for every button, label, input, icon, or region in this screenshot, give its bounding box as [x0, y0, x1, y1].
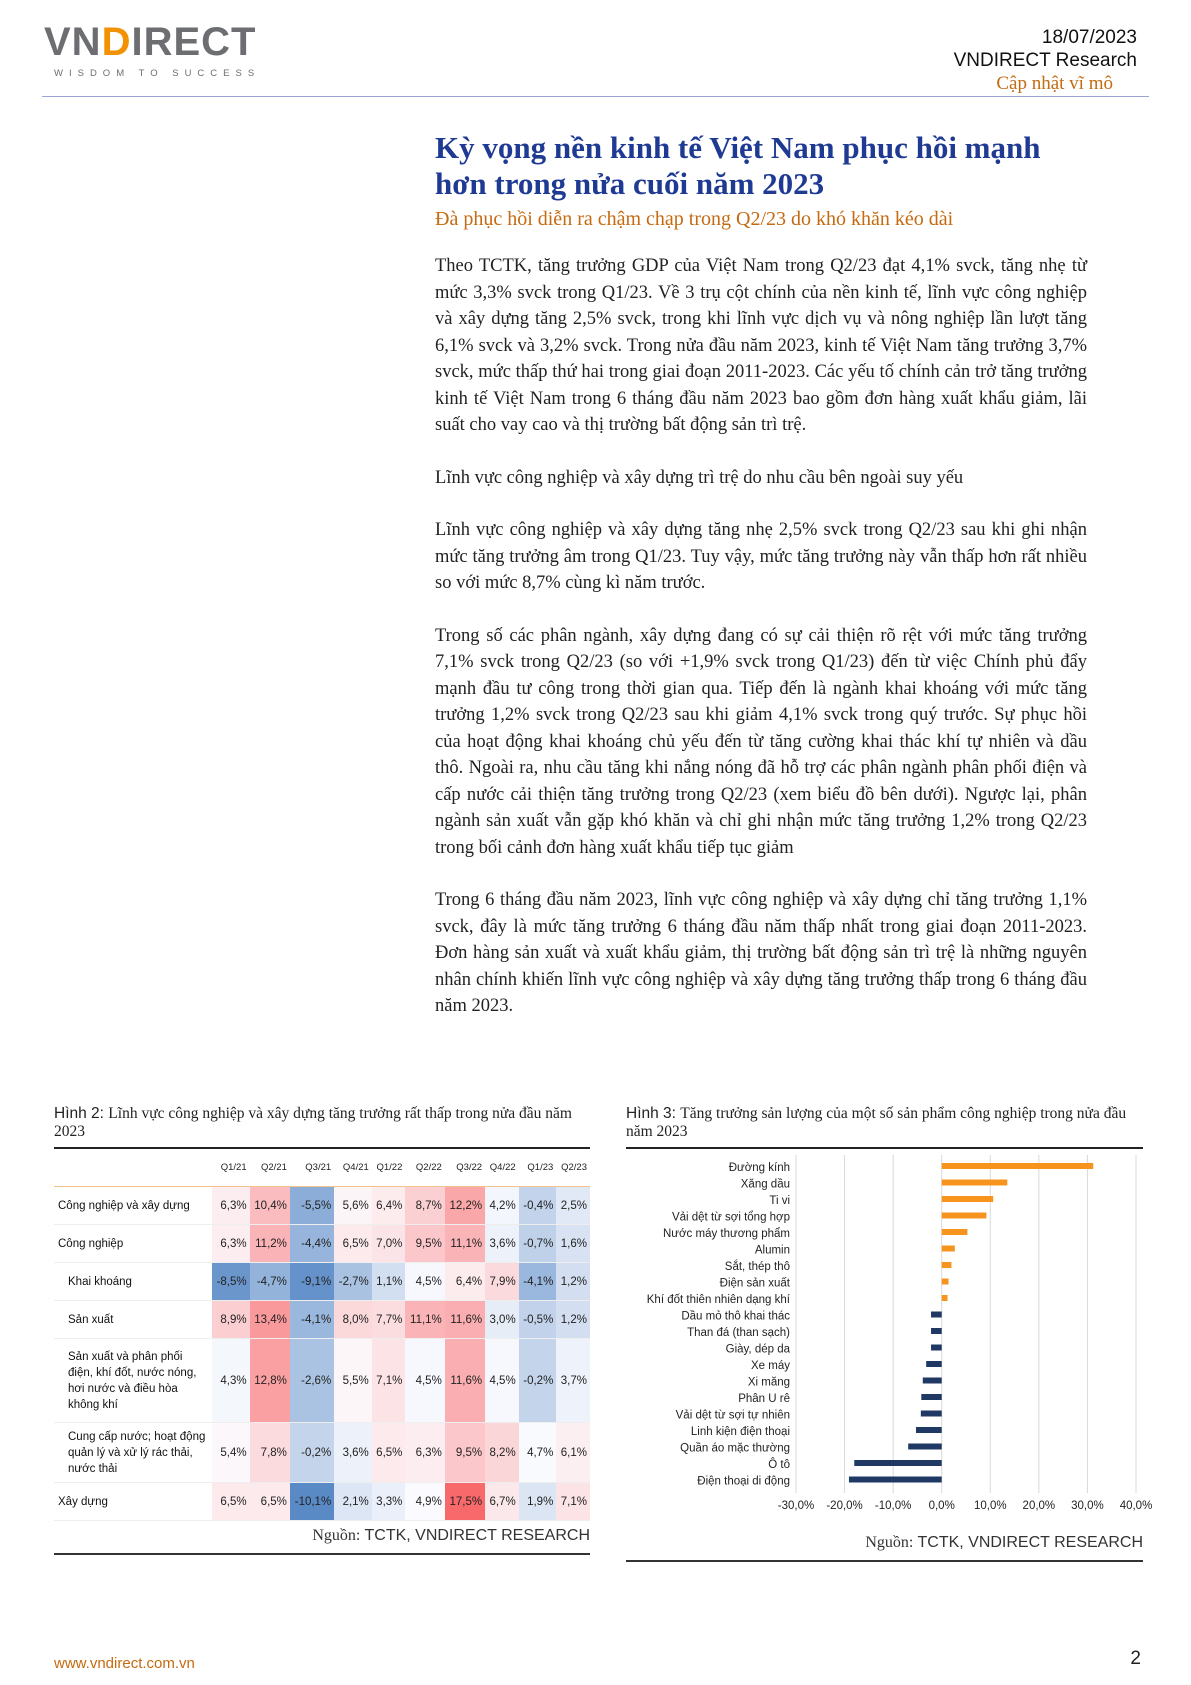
heatmap-cell: 9,5%	[405, 1225, 444, 1263]
row-label: Sản xuất	[54, 1301, 212, 1339]
column-header: Q1/23	[519, 1149, 557, 1187]
heatmap-cell: 4,5%	[405, 1339, 444, 1423]
heatmap-cell: 4,5%	[485, 1339, 519, 1423]
bar	[923, 1378, 942, 1384]
column-header: Q4/21	[334, 1149, 372, 1187]
bar	[921, 1411, 942, 1417]
heatmap-cell: 2,1%	[334, 1483, 372, 1521]
heatmap-cell: -4,1%	[290, 1301, 334, 1339]
category-label: Quần áo mặc thường	[680, 1442, 790, 1455]
figure-3	[626, 1105, 1153, 1562]
heatmap-cell: 4,5%	[405, 1263, 444, 1301]
category-label: Alumin	[754, 1244, 790, 1257]
figure-source: Nguồn: TCTK, VNDIRECT RESEARCH	[865, 1534, 1143, 1551]
heatmap-cell: -4,1%	[519, 1263, 557, 1301]
heatmap-cell: -9,1%	[290, 1263, 334, 1301]
bar	[908, 1444, 942, 1450]
heatmap-cell: 1,1%	[372, 1263, 406, 1301]
category-label: Dầu mỏ thô khai thác	[681, 1310, 790, 1323]
bar	[921, 1394, 941, 1400]
category-label: Xe máy	[751, 1360, 790, 1372]
heatmap-cell: 6,5%	[334, 1225, 372, 1263]
vndirect-logo: VNDIRECT WISDOM TO SUCCESS	[44, 20, 261, 79]
heatmap-cell: 2,5%	[556, 1187, 590, 1225]
bar	[942, 1262, 952, 1268]
report-org: VNDIRECT Research	[953, 50, 1137, 71]
x-tick-label: -20,0%	[826, 1500, 863, 1512]
heatmap-cell: 7,8%	[250, 1423, 290, 1483]
bar	[942, 1163, 1094, 1169]
heatmap-cell: 8,0%	[334, 1301, 372, 1339]
x-tick-label: -30,0%	[777, 1500, 815, 1512]
page-number: 2	[1130, 1648, 1141, 1669]
x-tick-label: 30,0%	[1071, 1500, 1104, 1512]
column-header: Q4/22	[485, 1149, 519, 1187]
figure-bottom-rule	[54, 1553, 590, 1555]
heatmap-cell: 8,2%	[485, 1423, 519, 1483]
paragraph: Trong số các phân ngành, xây dựng đang có sự cải thiện rõ rệt với mức tăng trưởng 7,1% svck trong Q2/23 (so với +1,9% svck trong Q1/23) đến từ việc Chính phủ đẩy mạnh đầu tư công trong thời gian qua. Tiếp đến là ngành khai khoáng với mức tăng trưởng 1,2% svck trong Q2/23 sau khi giảm 4,1% svck trong quý trước. Sự phục hồi của hoạt động khai khoáng chủ yếu đến từ tăng cường khai thác khí tự nhiên và dầu thô. Ngoài ra, nhu cầu tăng khi nắng nóng đã hỗ trợ các phân ngành phân phối điện và cấp nước cải thiện tăng trưởng trong Q2/23 (xem biểu đồ bên dưới). Ngược lại, phân ngành sản xuất vẫn gặp khó khăn và chỉ ghi nhận mức tăng trưởng 1,2% trong Q2/23 trong bối cảnh đơn hàng xuất khẩu tiếp tục giảm	[435, 625, 1087, 858]
heatmap-cell: 7,7%	[372, 1301, 406, 1339]
heatmap-cell: -2,6%	[290, 1339, 334, 1423]
bar	[942, 1279, 949, 1285]
heatmap-cell: 6,3%	[212, 1187, 250, 1225]
row-label: Xây dựng	[54, 1483, 212, 1521]
category-label: Phân U rê	[738, 1393, 790, 1405]
heatmap-cell: -0,2%	[290, 1423, 334, 1483]
heatmap-cell: 3,0%	[485, 1301, 519, 1339]
category-label: Than đá (than sạch)	[687, 1327, 790, 1339]
x-tick-label: 0,0%	[928, 1500, 955, 1512]
heatmap-cell: 3,6%	[485, 1225, 519, 1263]
heatmap-cell: 4,9%	[405, 1483, 444, 1521]
heatmap-table	[54, 1149, 590, 1521]
heatmap-cell: 6,4%	[445, 1263, 485, 1301]
table-row	[54, 1225, 590, 1263]
heatmap-cell: 12,2%	[445, 1187, 485, 1225]
heatmap-cell: 6,5%	[250, 1483, 290, 1521]
bar	[926, 1361, 942, 1367]
category-label: Điện sản xuất	[719, 1277, 790, 1290]
heatmap-cell: 1,2%	[556, 1301, 590, 1339]
table-row	[54, 1187, 590, 1225]
header-divider	[42, 96, 1149, 97]
column-header: Q2/21	[250, 1149, 290, 1187]
heatmap-cell: 12,8%	[250, 1339, 290, 1423]
heatmap-cell: 6,5%	[212, 1483, 250, 1521]
article-title: Kỳ vọng nền kinh tế Việt Nam phục hồi mạnh hơn trong nửa cuối năm 2023	[435, 130, 1041, 201]
paragraph: Theo TCTK, tăng trưởng GDP của Việt Nam trong Q2/23 đạt 4,1% svck, tăng nhẹ từ mức 3,3% svck trong Q1/23. Về 3 trụ cột chính của nền kinh tế, lĩnh vực công nghiệp và xây dựng tăng 2,5% svck, trong khi lĩnh vực dịch vụ và nông nghiệp lần lượt tăng 6,1% svck và 3,2% svck. Trong nửa đầu năm 2023, kinh tế Việt Nam tăng trưởng 3,7% svck, mức thấp thứ hai trong giai đoạn 2011-2023. Các yếu tố chính cản trở tăng trưởng kinh tế Việt Nam trong 6 tháng đầu năm 2023 bao gồm đơn hàng xuất khẩu giảm, lãi suất cho vay cao và thị trường bất động sản trì trệ.	[435, 256, 1087, 435]
heatmap-cell: 1,9%	[519, 1483, 557, 1521]
heatmap-cell: 11,1%	[405, 1301, 444, 1339]
figure-source: Nguồn: TCTK, VNDIRECT RESEARCH	[312, 1527, 590, 1544]
heatmap-cell: -2,7%	[334, 1263, 372, 1301]
x-tick-label: 20,0%	[1022, 1500, 1056, 1512]
column-header: Q3/22	[445, 1149, 485, 1187]
heatmap-cell: 9,5%	[445, 1423, 485, 1483]
section-heading: Lĩnh vực công nghiệp và xây dựng trì trệ do nhu cầu bên ngoài suy yếu	[435, 467, 964, 488]
row-label: Sản xuất và phân phối điện, khí đốt, nước nóng, hơi nước và điều hòa không khí	[54, 1339, 212, 1423]
category-label: Giày, dép da	[725, 1343, 790, 1356]
row-label: Khai khoáng	[54, 1263, 212, 1301]
heatmap-cell: 7,1%	[372, 1339, 406, 1423]
heatmap-cell: 11,1%	[445, 1225, 485, 1263]
bar	[942, 1295, 948, 1301]
heatmap-cell: -10,1%	[290, 1483, 334, 1521]
heatmap-cell: 1,2%	[556, 1263, 590, 1301]
bar	[931, 1345, 942, 1351]
heatmap-cell: 6,7%	[485, 1483, 519, 1521]
table-row	[54, 1483, 590, 1521]
x-tick-label: -10,0%	[874, 1500, 912, 1512]
heatmap-cell: 13,4%	[250, 1301, 290, 1339]
figure-title: Hình 2: Lĩnh vực công nghiệp và xây dựng tăng trưởng rất thấp trong nửa đầu năm 2023	[54, 1105, 572, 1140]
bar	[942, 1246, 955, 1252]
table-row	[54, 1423, 590, 1483]
heatmap-cell: 17,5%	[445, 1483, 485, 1521]
heatmap-cell: 11,6%	[445, 1339, 485, 1423]
x-tick-label: 40,0%	[1119, 1500, 1153, 1512]
category-label: Đường kính	[728, 1162, 790, 1174]
heatmap-cell: 7,0%	[372, 1225, 406, 1263]
table-row	[54, 1339, 590, 1423]
heatmap-cell: 7,9%	[485, 1263, 519, 1301]
bar-chart	[626, 1149, 1153, 1529]
category-label: Xăng dầu	[740, 1178, 790, 1191]
heatmap-cell: -0,2%	[519, 1339, 557, 1423]
heatmap-cell: 10,4%	[250, 1187, 290, 1225]
heatmap-cell: 1,6%	[556, 1225, 590, 1263]
table-header-row	[54, 1149, 590, 1187]
category-label: Linh kiện điện thoại	[690, 1426, 790, 1438]
heatmap-cell: 5,6%	[334, 1187, 372, 1225]
heatmap-cell: -0,4%	[519, 1187, 557, 1225]
heatmap-cell: -4,4%	[290, 1225, 334, 1263]
heatmap-cell: 6,1%	[556, 1423, 590, 1483]
heatmap-cell: 6,4%	[372, 1187, 406, 1225]
heatmap-cell: 7,1%	[556, 1483, 590, 1521]
bar	[916, 1427, 942, 1433]
report-date: 18/07/2023	[1041, 27, 1137, 48]
heatmap-cell: 3,6%	[334, 1423, 372, 1483]
paragraph: Trong 6 tháng đầu năm 2023, lĩnh vực công nghiệp và xây dựng chỉ tăng trưởng 1,1% svck, đây là mức tăng trưởng 6 tháng đầu năm thấp nhất trong giai đoạn 2011-2023. Đơn hàng sản xuất và xuất khẩu giảm, thị trường bất động sản trì trệ là những nguyên nhân chính khiến lĩnh vực công nghiệp và xây dựng tăng trưởng thấp trong 6 tháng đầu năm 2023.	[435, 890, 1087, 1016]
column-header: Q1/22	[372, 1149, 406, 1187]
heatmap-cell: 11,2%	[250, 1225, 290, 1263]
column-header: Q2/23	[556, 1149, 590, 1187]
column-header: Q1/21	[212, 1149, 250, 1187]
article-subtitle: Đà phục hồi diễn ra chậm chạp trong Q2/23 do khó khăn kéo dài	[435, 208, 954, 230]
footer-website[interactable]: www.vndirect.com.vn	[54, 1655, 195, 1672]
figure-bottom-rule	[626, 1560, 1143, 1562]
figure-title: Hình 3: Tăng trưởng sản lượng của một số sản phẩm công nghiệp trong nửa đầu năm 2023	[626, 1105, 1127, 1140]
category-label: Nước máy thương phẩm	[663, 1228, 790, 1240]
heatmap-cell: 3,3%	[372, 1483, 406, 1521]
heatmap-cell: 4,7%	[519, 1423, 557, 1483]
heatmap-cell: 3,7%	[556, 1339, 590, 1423]
bar	[942, 1213, 987, 1219]
bar	[942, 1180, 1008, 1186]
column-header: Q3/21	[290, 1149, 334, 1187]
bar	[849, 1477, 942, 1483]
article	[435, 130, 1087, 1046]
category-label: Khí đốt thiên nhiên dạng khí	[646, 1294, 790, 1306]
category-label: Vải dệt từ sợi tự nhiên	[675, 1409, 790, 1422]
table-row	[54, 1301, 590, 1339]
bar	[854, 1460, 941, 1466]
row-label: Công nghiệp	[54, 1225, 212, 1263]
header-cell	[54, 1149, 212, 1187]
heatmap-cell: -8,5%	[212, 1263, 250, 1301]
paragraph: Lĩnh vực công nghiệp và xây dựng tăng nhẹ 2,5% svck trong Q2/23 sau khi ghi nhận mức tăng trưởng âm trong Q1/23. Tuy vậy, mức tăng trưởng này vẫn thấp hơn rất nhiều so với mức 8,7% cùng kì năm trước.	[435, 520, 1087, 593]
heatmap-cell: 5,4%	[212, 1423, 250, 1483]
category-label: Xi măng	[747, 1376, 790, 1389]
heatmap-cell: -0,5%	[519, 1301, 557, 1339]
heatmap-cell: 5,5%	[334, 1339, 372, 1423]
bar	[931, 1328, 942, 1334]
category-label: Ô tô	[768, 1459, 790, 1471]
heatmap-cell: 11,6%	[445, 1301, 485, 1339]
heatmap-cell: 8,7%	[405, 1187, 444, 1225]
header-meta	[954, 26, 1137, 95]
category-label: Sắt, thép thô	[724, 1261, 790, 1273]
heatmap-cell: 8,9%	[212, 1301, 250, 1339]
category-label: Ti vi	[769, 1195, 790, 1207]
heatmap-cell: -5,5%	[290, 1187, 334, 1225]
heatmap-cell: 6,3%	[212, 1225, 250, 1263]
heatmap-cell: 6,5%	[372, 1423, 406, 1483]
x-tick-label: 10,0%	[973, 1500, 1007, 1512]
heatmap-cell: 4,3%	[212, 1339, 250, 1423]
row-label: Công nghiệp và xây dựng	[54, 1187, 212, 1225]
figure-2	[54, 1105, 590, 1555]
category-label: Vải dệt từ sợi tổng hợp	[671, 1211, 790, 1224]
report-type: Cập nhật vĩ mô	[996, 73, 1113, 94]
bar	[942, 1229, 968, 1235]
bar	[942, 1196, 993, 1202]
heatmap-cell: 4,2%	[485, 1187, 519, 1225]
bar	[931, 1312, 942, 1318]
heatmap-cell: -0,7%	[519, 1225, 557, 1263]
heatmap-cell: -4,7%	[250, 1263, 290, 1301]
category-label: Điện thoại di động	[697, 1475, 790, 1488]
column-header: Q2/22	[405, 1149, 444, 1187]
row-label: Cung cấp nước; hoạt động quản lý và xử lý rác thải, nước thải	[54, 1423, 212, 1483]
heatmap-cell: 6,3%	[405, 1423, 444, 1483]
table-row	[54, 1263, 590, 1301]
